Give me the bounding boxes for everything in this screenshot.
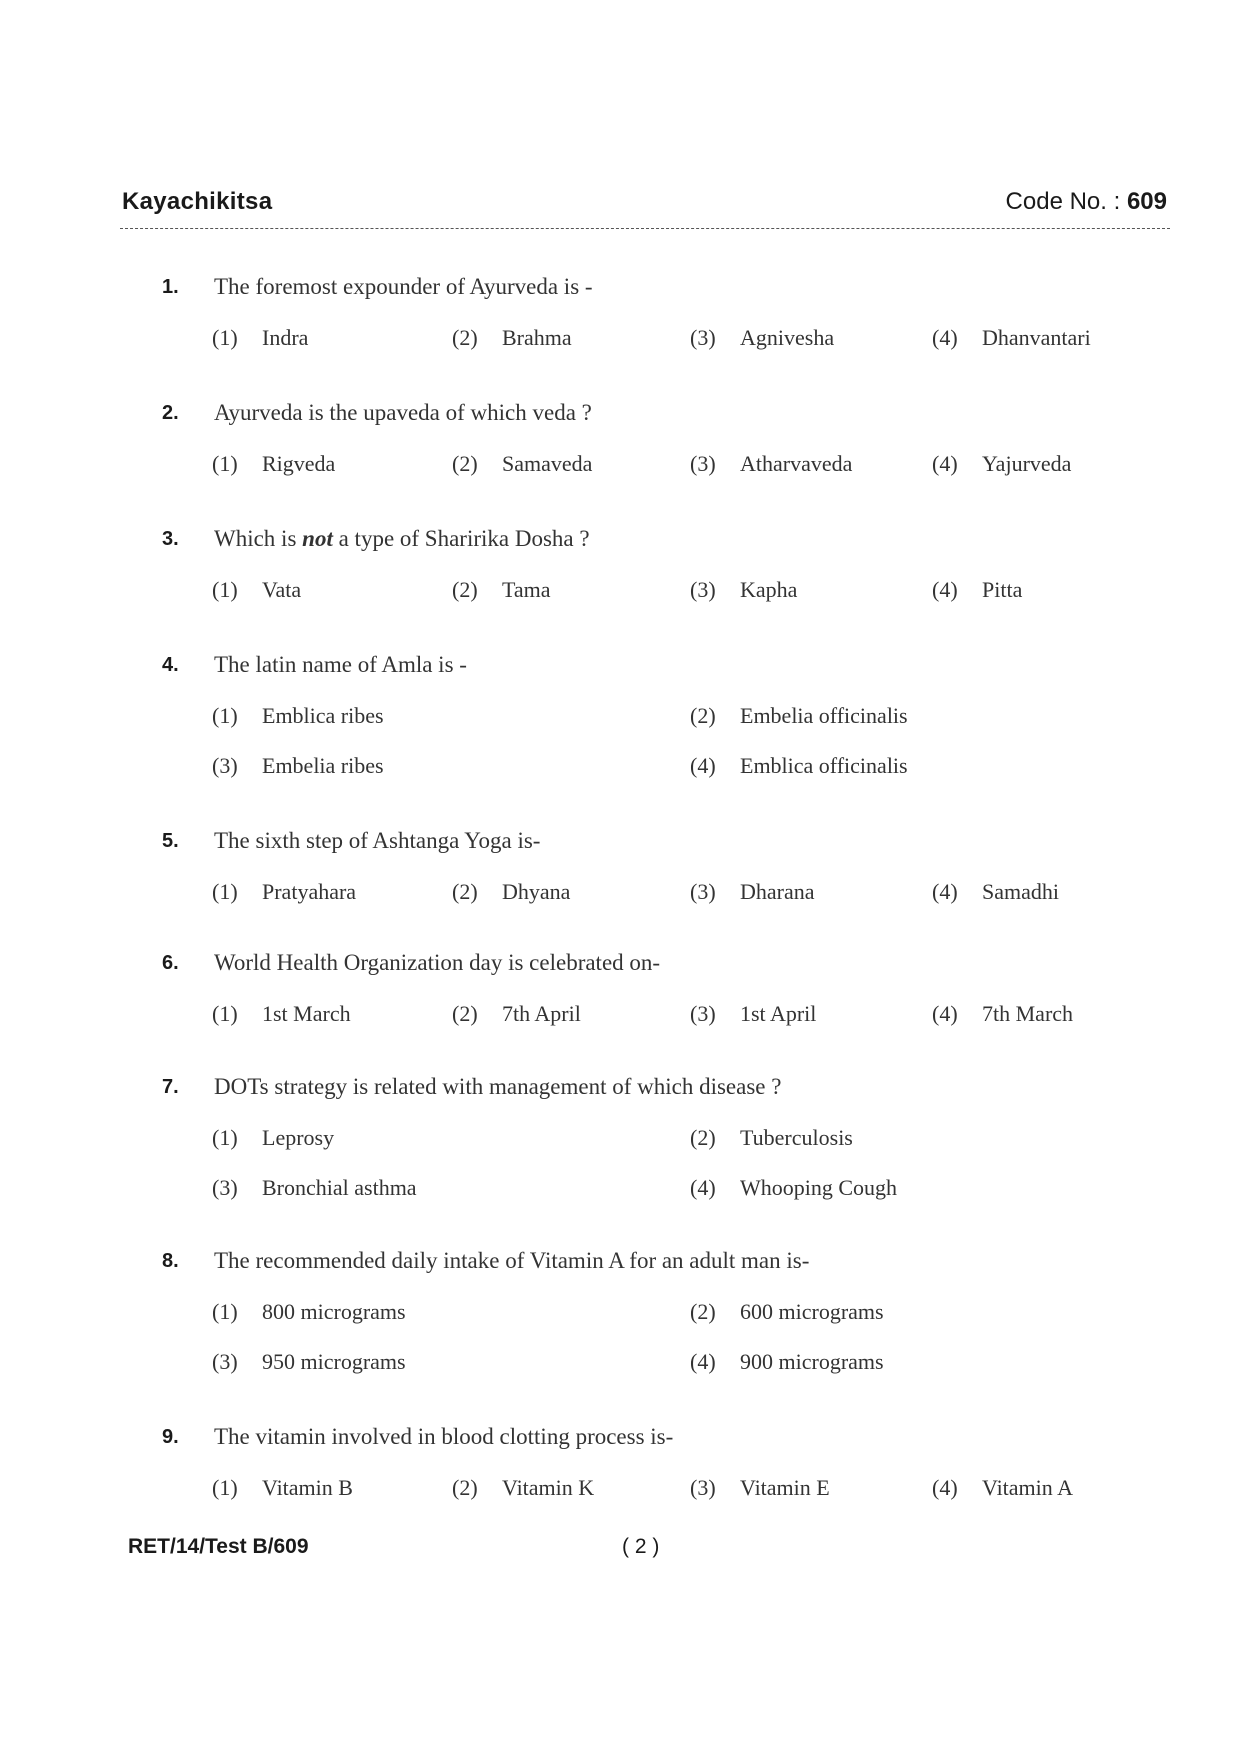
question-text: Which is not a type of Sharirika Dosha ? <box>214 526 590 551</box>
option-3: (3) 950 micrograms <box>212 1349 406 1374</box>
option-4: (4) 900 micrograms <box>690 1349 884 1374</box>
subject-title: Kayachikitsa <box>122 188 273 215</box>
emphasis-not: not <box>302 526 333 551</box>
option-4: (4) Samadhi <box>932 879 1059 904</box>
option-1: (1) Emblica ribes <box>212 703 384 728</box>
question-number: 4. <box>162 654 179 676</box>
option-1: (1) Indra <box>212 325 309 350</box>
question-text: Ayurveda is the upaveda of which veda ? <box>214 400 592 425</box>
question-number: 2. <box>162 402 179 424</box>
option-2: (2) 600 micrograms <box>690 1299 884 1324</box>
question-number: 1. <box>162 276 179 298</box>
option-2: (2) Samaveda <box>452 451 593 476</box>
question-text: DOTs strategy is related with management of which disease ? <box>214 1074 782 1099</box>
code-number <box>1006 188 1167 216</box>
option-4: (4) Emblica officinalis <box>690 753 908 778</box>
option-1: (1) Vata <box>212 577 302 602</box>
option-4: (4) Whooping Cough <box>690 1175 898 1200</box>
option-2: (2) Brahma <box>452 325 572 350</box>
option-1: (1) Vitamin B <box>212 1475 353 1500</box>
question-number: 3. <box>162 528 179 550</box>
option-1: (1) Rigveda <box>212 451 336 476</box>
option-1: (1) Leprosy <box>212 1125 335 1150</box>
question-text: The sixth step of Ashtanga Yoga is- <box>214 828 541 853</box>
page-number: ( 2 ) <box>622 1535 660 1558</box>
option-2: (2) Tama <box>452 577 551 602</box>
option-2: (2) Embelia officinalis <box>690 703 908 728</box>
page-header <box>122 188 1167 228</box>
option-3: (3) 1st April <box>690 1001 817 1026</box>
option-3: (3) Kapha <box>690 577 798 602</box>
option-4: (4) Pitta <box>932 577 1023 602</box>
question-number: 6. <box>162 952 179 974</box>
option-4: (4) Vitamin A <box>932 1475 1073 1500</box>
code-value: 609 <box>1126 188 1167 215</box>
question-text: The recommended daily intake of Vitamin A for an adult man is- <box>214 1248 810 1273</box>
header-divider <box>120 228 1170 229</box>
question-number: 7. <box>162 1076 179 1098</box>
option-1: (1) 800 micrograms <box>212 1299 406 1324</box>
question-text: World Health Organization day is celebrated on- <box>214 950 661 975</box>
question-text: The latin name of Amla is - <box>214 652 467 677</box>
option-3: (3) Embelia ribes <box>212 753 384 778</box>
booklet-code: RET/14/Test B/609 <box>128 1535 309 1558</box>
question-text: The foremost expounder of Ayurveda is - <box>214 274 593 299</box>
option-1: (1) Pratyahara <box>212 879 357 904</box>
option-3: (3) Atharvaveda <box>690 451 853 476</box>
question-number: 5. <box>162 830 179 852</box>
option-4: (4) 7th March <box>932 1001 1074 1026</box>
option-4: (4) Dhanvantari <box>932 325 1091 350</box>
option-2: (2) Tuberculosis <box>690 1125 853 1150</box>
question-text: The vitamin involved in blood clotting process is- <box>214 1424 674 1449</box>
option-3: (3) Bronchial asthma <box>212 1175 417 1200</box>
option-2: (2) Dhyana <box>452 879 571 904</box>
option-2: (2) Vitamin K <box>452 1475 595 1500</box>
question-number: 9. <box>162 1426 179 1448</box>
option-1: (1) 1st March <box>212 1001 351 1026</box>
option-2: (2) 7th April <box>452 1001 581 1026</box>
question-number: 8. <box>162 1250 179 1272</box>
code-label: Code No. : <box>1005 188 1121 215</box>
option-3: (3) Vitamin E <box>690 1475 830 1500</box>
option-4: (4) Yajurveda <box>932 451 1072 476</box>
option-3: (3) Dharana <box>690 879 815 904</box>
option-3: (3) Agnivesha <box>690 325 835 350</box>
